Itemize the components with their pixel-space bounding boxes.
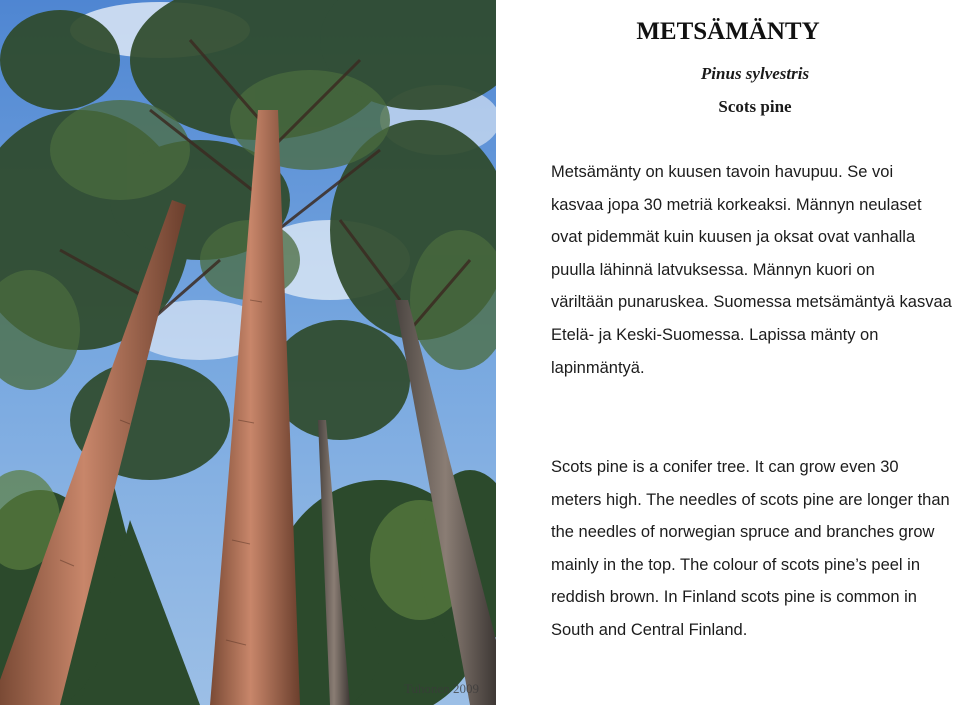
text-line: väriltään punaruskea. Suomessa metsämäntyä kasvaa — [551, 293, 952, 312]
text-line: kasvaa jopa 30 metriä korkeaksi. Männyn neulaset — [551, 195, 922, 214]
text-line: Etelä- ja Keski-Suomessa. Lapissa mänty on — [551, 325, 879, 344]
common-name: Scots pine — [718, 97, 792, 116]
text-line: meters high. The needles of scots pine are longer than — [551, 490, 950, 509]
latin-name: Pinus sylvestris — [700, 64, 810, 83]
text-line: mainly in the top. The colour of scots pine’s peel in — [551, 555, 921, 574]
text-line: reddish brown. In Finland scots pine is common in — [551, 588, 917, 607]
text-line: South and Central Finland. — [551, 620, 748, 639]
photo-credit: Tuhonen 2009 — [404, 681, 480, 696]
finnish-description — [551, 156, 956, 384]
page-title: METSÄMÄNTY — [636, 18, 820, 45]
english-description — [551, 451, 956, 647]
text-line: ovat pidemmät kuin kuusen ja oksat ovat vanhalla — [551, 228, 916, 247]
text-line: puulla lähinnä latvuksessa. Männyn kuori on — [551, 260, 875, 279]
text-line: Metsämänty on kuusen tavoin havupuu. Se voi — [551, 163, 894, 181]
text-line: the needles of norwegian spruce and branches grow — [551, 523, 935, 542]
text-panel — [496, 0, 960, 705]
text-line: Scots pine is a conifer tree. It can grow even 30 — [551, 458, 899, 476]
text-line: lapinmäntyä. — [551, 358, 645, 377]
